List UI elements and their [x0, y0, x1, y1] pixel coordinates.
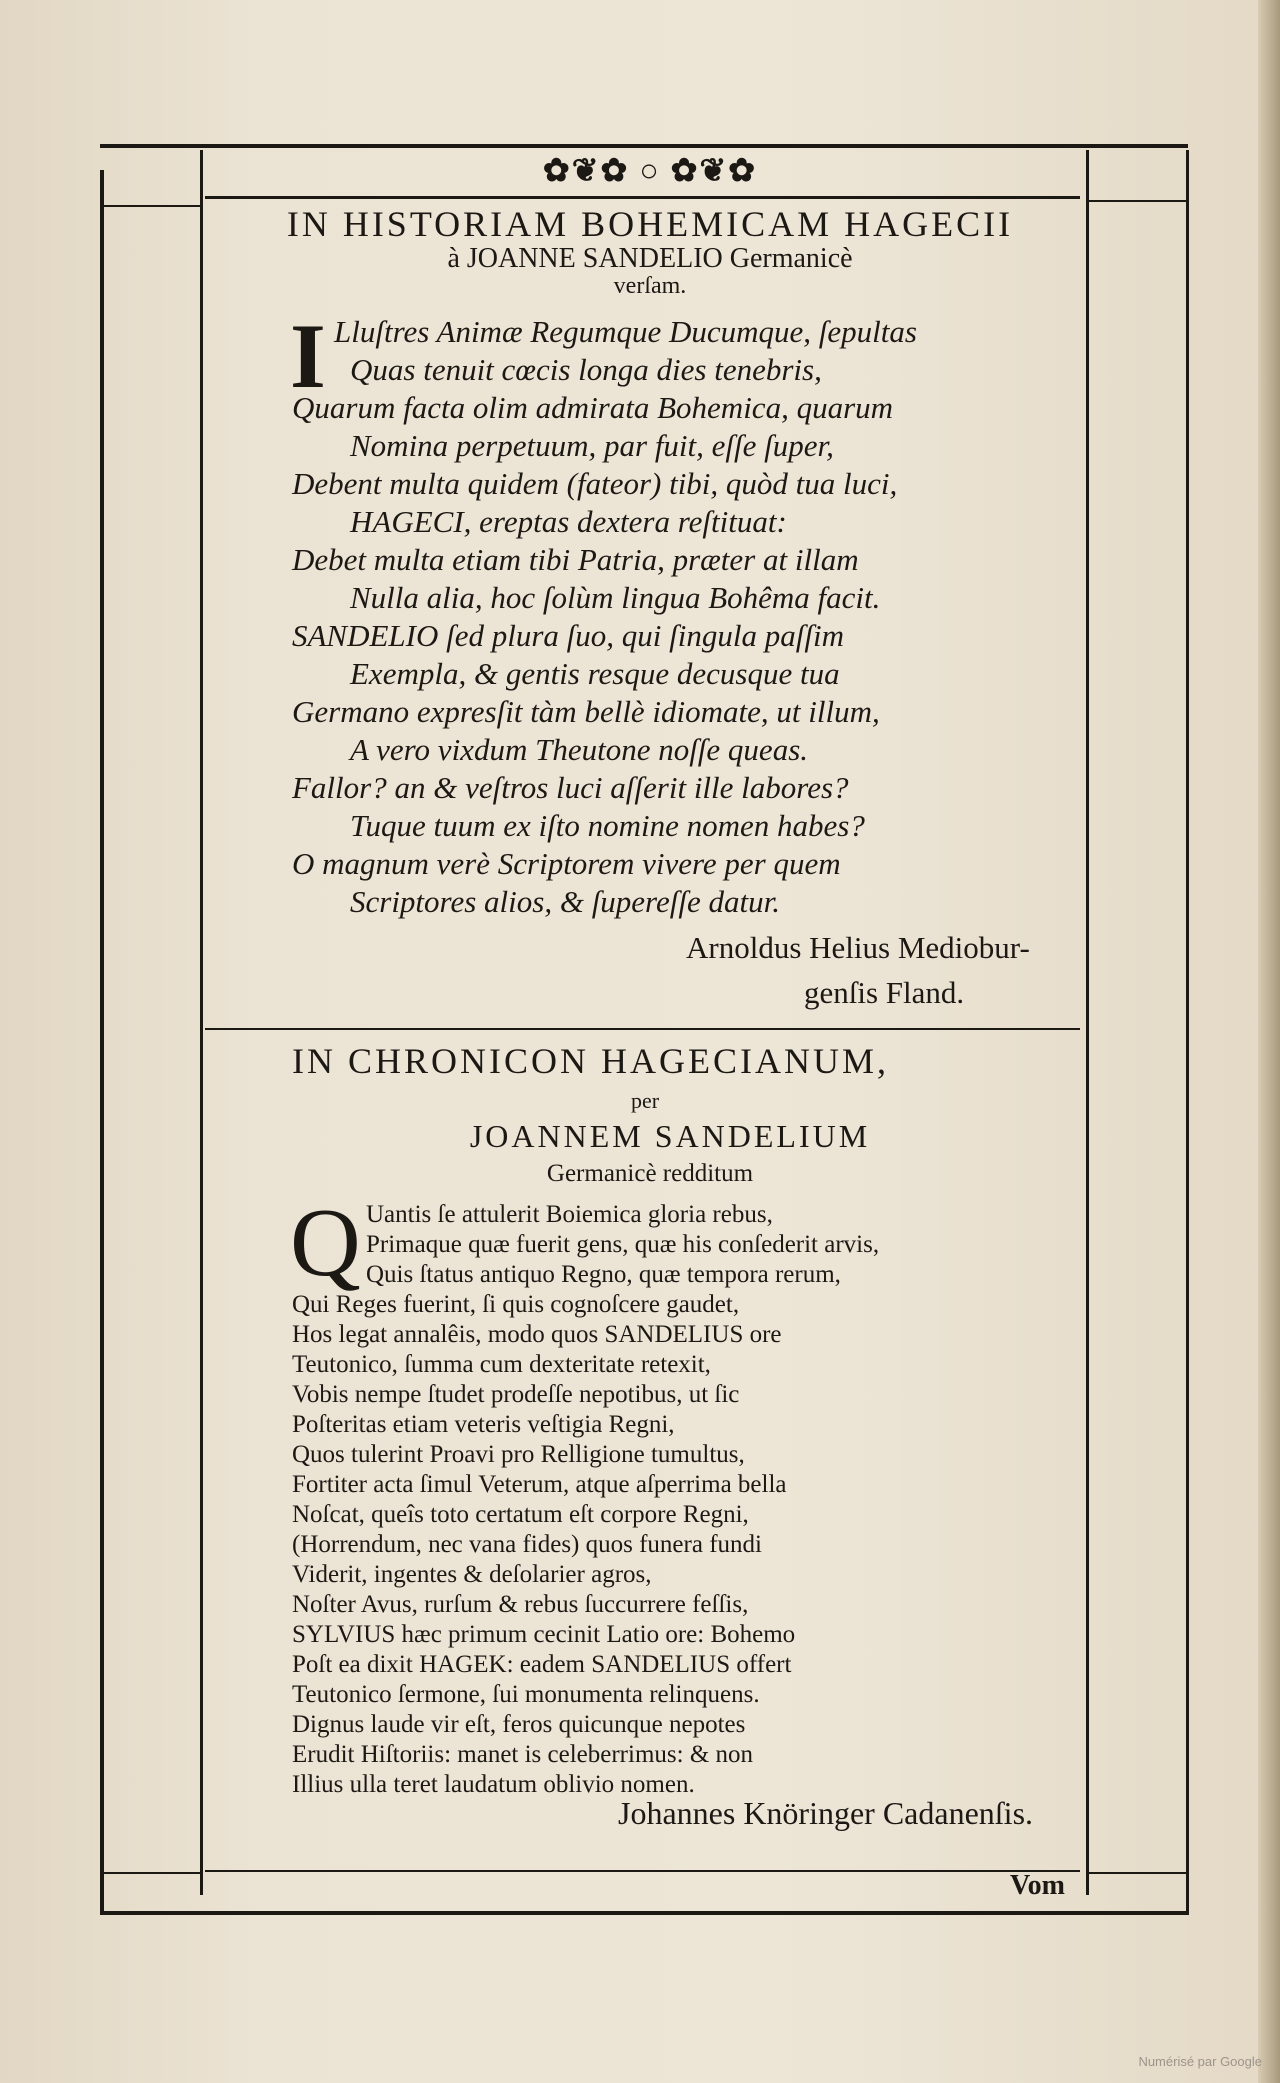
- verse-line: Poſt ea dixit HAGEK: eadem SANDELIUS offert: [292, 1651, 792, 1678]
- poem-line: Germano expresſit tàm bellè idiomate, ut illum,: [292, 694, 880, 729]
- section1-signature-line1: Arnoldus Helius Mediobur-: [686, 930, 1030, 965]
- verse-line: Illius ulla teret laudatum oblivio nomen.: [292, 1771, 695, 1798]
- verse-line: Quos tulerint Proavi pro Relligione tumultus,: [292, 1441, 745, 1468]
- right-outer-rule: [1186, 150, 1189, 1915]
- right-margin-tick-bottom: [1089, 1872, 1186, 1874]
- header-ornament: ✿❦✿ ○ ✿❦✿: [542, 152, 758, 188]
- section2-subtitle: Germanicè redditum: [546, 1160, 754, 1187]
- verse-line: Hos legat annalêis, modo quos SANDELIUS ore: [292, 1321, 782, 1348]
- header-rule: [205, 196, 1080, 199]
- section2-drop-cap: Q: [290, 1189, 361, 1297]
- left-margin-tick-bottom: [104, 1872, 200, 1874]
- digitization-watermark: Numérisé par Google: [1138, 2054, 1262, 2069]
- poem-line: Tuque tuum ex iſto nomine nomen habes?: [350, 808, 865, 843]
- poem-line: Scriptores alios, & ſupereſſe datur.: [350, 884, 780, 919]
- verse-line: SYLVIUS hæc primum cecinit Latio ore: Bohemo: [292, 1621, 796, 1648]
- poem-line: SANDELIO ſed plura ſuo, qui ſingula paſſim: [292, 618, 844, 653]
- poem-line: Nulla alia, hoc ſolùm lingua Bohêma facit.: [350, 580, 881, 615]
- verse-line: Poſteritas etiam veteris veſtigia Regni,: [292, 1411, 675, 1438]
- poem-line: O magnum verè Scriptorem vivere per quem: [292, 846, 841, 881]
- top-rule: [100, 144, 1188, 148]
- section2-signature: Johannes Knöringer Cadanenſis.: [618, 1795, 1034, 1831]
- left-margin-tick: [104, 205, 200, 207]
- section1-title: IN HISTORIAM BOHEMICAM HAGECII: [286, 204, 1014, 244]
- bottom-rule: [100, 1911, 1188, 1915]
- verse-line: Noſcat, queîs toto certatum eſt corpore Regni,: [292, 1501, 749, 1528]
- poem-line: Lluſtres Animæ Regumque Ducumque, ſepultas: [334, 314, 917, 349]
- verse-line: Uantis ſe attulerit Boiemica gloria rebus,: [366, 1201, 773, 1228]
- verse-line: Dignus laude vir eſt, feros quicunque nepotes: [292, 1711, 746, 1738]
- left-inner-rule: [200, 150, 203, 1895]
- verse-line: (Horrendum, nec vana fides) quos funera fundi: [292, 1531, 762, 1558]
- verse-line: Vobis nempe ſtudet prodeſſe nepotibus, ut ſic: [292, 1381, 740, 1408]
- poem-line: Nomina perpetuum, par fuit, eſſe ſuper,: [350, 428, 834, 463]
- section2-title: IN CHRONICON HAGECIANUM,: [292, 1041, 889, 1081]
- section1-poem: [290, 305, 1092, 921]
- right-margin-tick: [1089, 200, 1186, 202]
- poem-line: Exempla, & gentis resque decusque tua: [350, 656, 840, 691]
- verse-line: Erudit Hiſtoriis: manet is celeberrimus: & non: [292, 1741, 754, 1768]
- verse-line: Teutonico, ſumma cum dexteritate retexit,: [292, 1351, 711, 1378]
- verse-line: Fortiter acta ſimul Veterum, atque aſperrima bella: [292, 1471, 787, 1498]
- poem-line: Debet multa etiam tibi Patria, præter at illam: [292, 542, 859, 577]
- poem-line: Fallor? an & veſtros luci aſſerit ille labores?: [292, 770, 849, 805]
- section1-signature-line2: genſis Fland.: [804, 975, 965, 1010]
- left-outer-rule: [100, 170, 104, 1915]
- poem-line: A vero vixdum Theutone noſſe queas.: [350, 732, 809, 767]
- verse-line: Teutonico ſermone, ſui monumenta relinquens.: [292, 1681, 760, 1708]
- poem-line: Quas tenuit cœcis longa dies tenebris,: [350, 352, 822, 387]
- section2-name: JOANNEM SANDELIUM: [469, 1118, 871, 1154]
- verse-line: Primaque quæ fuerit gens, quæ his conſederit arvis,: [366, 1231, 880, 1258]
- section-divider: [205, 1028, 1080, 1030]
- section2-per: per: [630, 1088, 660, 1113]
- verse-line: Noſter Avus, rurſum & rebus ſuccurrere feſſis,: [292, 1591, 749, 1618]
- book-spine: [1258, 0, 1280, 2083]
- section2-verse: [290, 1189, 1092, 1800]
- poem-line: HAGECI, ereptas dextera reſtituat:: [350, 504, 787, 539]
- section1-subtitle-2: verſam.: [613, 273, 687, 299]
- verse-line: Quis ſtatus antiquo Regno, quæ tempora rerum,: [366, 1261, 841, 1288]
- poem-line: Quarum facta olim admirata Bohemica, quarum: [292, 390, 894, 425]
- section1-drop-cap: I: [290, 305, 326, 407]
- poem-line: Debent multa quidem (fateor) tibi, quòd tua luci,: [292, 466, 898, 501]
- catchword: Vom: [1010, 1870, 1065, 1901]
- verse-line: Qui Reges fuerint, ſi quis cognoſcere gaudet,: [292, 1291, 740, 1318]
- bottom-inner-rule: [205, 1870, 1080, 1872]
- verse-line: Viderit, ingentes & deſolarier agros,: [292, 1561, 652, 1588]
- section1-subtitle: à JOANNE SANDELIO Germanicè: [447, 243, 853, 274]
